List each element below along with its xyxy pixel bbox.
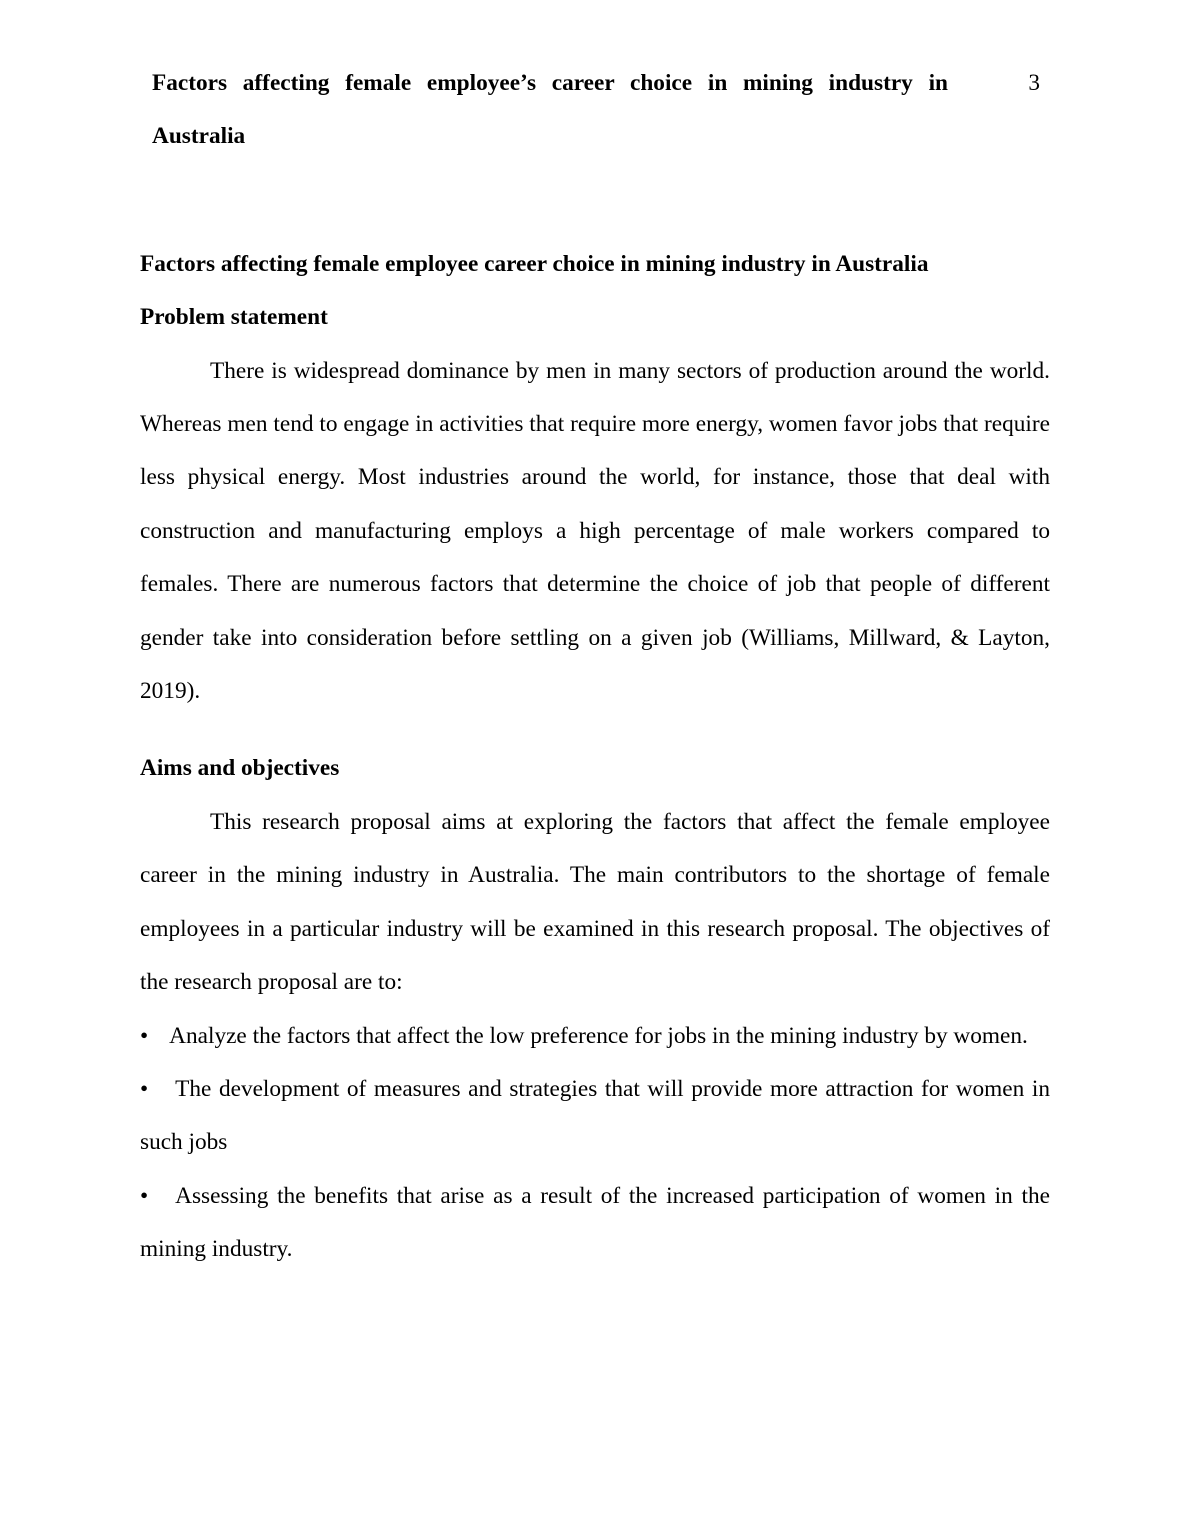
page-number: 3 [1028, 70, 1040, 96]
list-item [140, 1063, 1050, 1170]
list-item-text: Assessing the benefits that arise as a result of the increased participation of women in the mining industry. [140, 1182, 1050, 1263]
paragraph-problem-statement: There is widespread dominance by men in many sectors of production around the world. Whereas men tend to engage in activities that require more energy, women favor jobs that require less physical energy. Most industries around the world, for instance, those that deal with construction and manufacturing employs a high percentage of male workers compared to females. There are numerous factors that determine the choice of job that people of different gender take into consideration before settling on a given job (Williams, Millward, & Layton, 2019). [140, 357, 1050, 705]
document-body [0, 238, 1190, 1277]
section-heading-aims-objectives: Aims and objectives [140, 755, 340, 782]
list-item-text: The development of measures and strategies that will provide more attraction for women in such jobs [140, 1075, 1050, 1156]
objectives-list [140, 1010, 1050, 1277]
list-item [140, 1010, 1050, 1063]
running-header-line2: Australia [152, 123, 246, 150]
document-title: Factors affecting female employee career choice in mining industry in Australia [140, 250, 929, 277]
bullet-icon: • [140, 1075, 149, 1102]
bullet-gap [148, 1095, 175, 1096]
running-header-line1: Factors affecting female employee’s career choice in mining industry in [152, 70, 948, 96]
bullet-gap [148, 1042, 169, 1043]
list-item-text: Analyze the factors that affect the low preference for jobs in the mining industry by women. [169, 1022, 1028, 1049]
section-heading-problem-statement: Problem statement [140, 304, 328, 331]
paragraph-aims-objectives: This research proposal aims at exploring the factors that affect the female employee career in the mining industry in Australia. The main contributors to the shortage of female employees in a particular industry will be examined in this research proposal. The objectives of the research proposal are to: [140, 808, 1050, 996]
bullet-icon: • [140, 1182, 149, 1209]
bullet-icon: • [140, 1022, 149, 1049]
bullet-gap [148, 1202, 175, 1203]
list-item [140, 1170, 1050, 1277]
